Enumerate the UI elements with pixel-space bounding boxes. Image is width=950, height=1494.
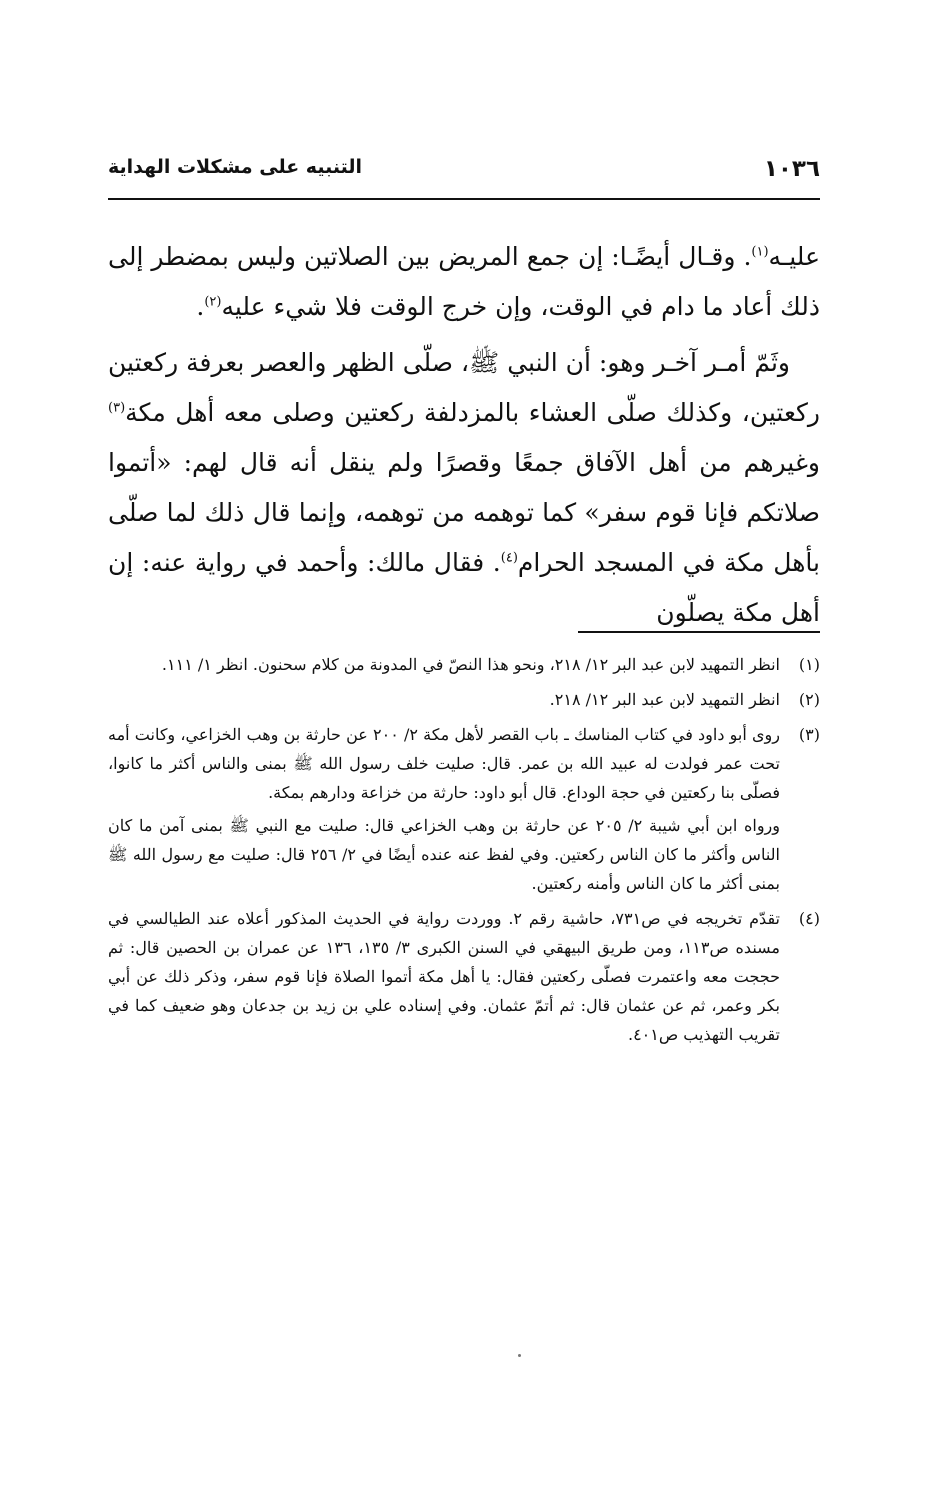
- footnote: [108, 904, 820, 1049]
- footnote-text: انظر التمهيد لابن عبد البر ١٢/ ٢١٨، ونحو هذا النصّ في المدونة من كلام سحنون. انظر ١/ ١١١.: [161, 655, 780, 674]
- footnote: [108, 650, 820, 679]
- footnote-separator: [578, 631, 820, 633]
- footnote-number: (٤): [798, 909, 820, 928]
- body-paragraph: عليـه$^{(١)}$. وقـال أيضًـا: إن جمع المريض بين الصلاتين وليس بمضطر إلى ذلك أعاد ما دام في الوقت، وإن خرج الوقت فلا شيء عليه$^{(٢)}$.: [108, 242, 820, 321]
- footnote-ref: (٤): [500, 550, 518, 566]
- footnote-text: انظر التمهيد لابن عبد البر ١٢/ ٢١٨.: [549, 690, 780, 709]
- footnote-ref: (٣): [108, 400, 126, 416]
- footnote: [108, 685, 820, 714]
- footnotes: [108, 650, 820, 1055]
- footnote-text: تقدّم تخريجه في ص٧٣١، حاشية رقم ٢. ووردت رواية في الحديث المذكور أعلاه عند الطيالسي في مسنده ص١١٣، ومن طريق البيهقي في السنن الكبرى ٣/ ١٣٥، ١٣٦ عن عمران بن الحصين قال: ثم حججت معه واعتمرت فصلّى ركعتين فقال: يا أهل مكة أتموا الصلاة فإنا قوم سفر، وذكر ذلك عن أبي بكر وعمر، ثم عن عثمان قال: ثم أتمّ عثمان. وفي إسناده علي بن زيد بن جدعان وهو ضعيف كما في تقريب التهذيب ص٤٠١.: [108, 909, 780, 1044]
- header-rule: [108, 198, 820, 200]
- footnote-number: (٣): [798, 725, 820, 744]
- scan-speck: [518, 1354, 521, 1357]
- footnote-ref: (٢): [204, 294, 222, 310]
- footnote: [108, 720, 820, 898]
- footnote-number: (٢): [798, 690, 820, 709]
- main-text: [108, 232, 820, 638]
- body-paragraph: وثَمّ أمـر آخـر وهو: أن النبي ﷺ، صلّى الظهر والعصر بعرفة ركعتين ركعتين، وكذلك صلّى العشاء بالمزدلفة ركعتين وصلى معه أهل مكة$^{(٣)}$ وغيرهم من أهل الآفاق جمعًا وقصرًا ولم ينقل أنه قال لهم: «أتموا صلاتكم فإنا قوم سفر» كما توهمه من توهمه، وإنما قال ذلك لما صلّى بأهل مكة في المسجد الحرام$^{(٤)}$. فقال مالك: وأحمد في رواية عنه: إن أهل مكة يصلّون: [108, 348, 820, 627]
- running-title: التنبيه على مشكلات الهداية: [108, 156, 362, 178]
- footnote-text: روى أبو داود في كتاب المناسك ـ باب القصر لأهل مكة ٢/ ٢٠٠ عن حارثة بن وهب الخزاعي، وكانت أمه تحت عمر فولدت له عبيد الله بن عمر. قال: صليت خلف رسول الله ﷺ بمنى والناس أكثر ما كانوا، فصلّى بنا ركعتين في حجة الوداع. قال أبو داود: حارثة من خزاعة ودارهم بمكة. ورواه ابن أبي شيبة ٢/ ٢٠٥ عن حارثة بن وهب الخزاعي قال: صليت مع النبي ﷺ بمنى آمن ما كان الناس وأكثر ما كان الناس ركعتين. وفي لفظ عنه عنده أيضًا في ٢/ ٢٥٦ قال: صليت مع رسول الله ﷺ بمنى أكثر ما كان الناس وأمنه ركعتين.: [108, 725, 781, 893]
- footnote-number: (١): [798, 655, 820, 674]
- footnote-ref: (١): [751, 244, 769, 260]
- page-number: ١٠٣٦: [763, 156, 820, 182]
- page-header: [108, 152, 820, 192]
